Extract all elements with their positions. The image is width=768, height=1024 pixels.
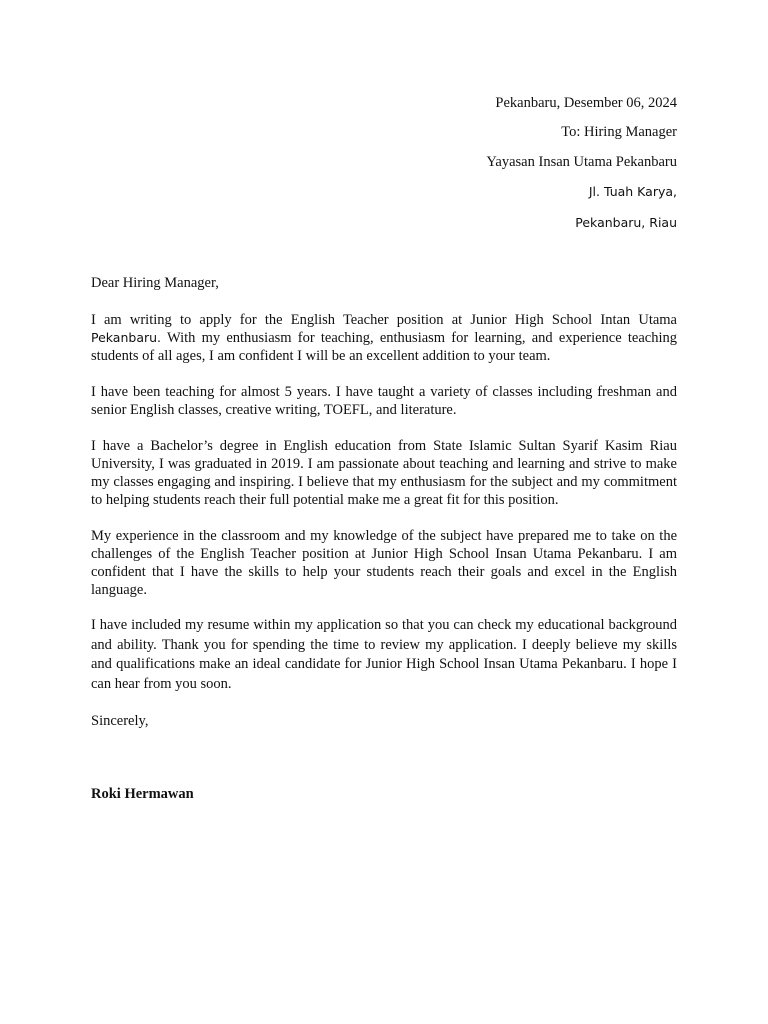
paragraph-3: I have a Bachelor’s degree in English education from State Islamic Sultan Syarif Kasim Riau University, I was graduated in 2019. I am passionate about teaching and learning and strive to make my classes engaging and inspiring. I believe that my enthusiasm for the subject and my commitment to helping students reach their full potential make me a great fit for this position. (91, 438, 677, 508)
paragraph-1-city: Pekanbaru. (91, 330, 162, 345)
organization-line: Yayasan Insan Utama Pekanbaru (486, 154, 677, 170)
paragraph-2: I have been teaching for almost 5 years. I have taught a variety of classes including freshman and senior English classes, creative writing, TOEFL, and literature. (91, 384, 677, 418)
paragraph-1-rest: With my enthusiasm for teaching, enthusiasm for learning, and experience teaching students of all ages, I am confident I will be an excellent addition to your team. (91, 330, 677, 364)
salutation: Dear Hiring Manager, (91, 275, 219, 291)
closing: Sincerely, (91, 713, 149, 729)
paragraph-5: I have included my resume within my application so that you can check my educational background and ability. Thank you for spending the time to review my application. I deeply believe my skills and qualifications make an ideal candidate for Junior High School Insan Utama Pekanbaru. I hope I can hear from you soon. (91, 617, 677, 692)
address-street: Jl. Tuah Karya, (588, 184, 677, 199)
date-line: Pekanbaru, Desember 06, 2024 (495, 95, 677, 111)
paragraph-4: My experience in the classroom and my knowledge of the subject have prepared me to take on the challenges of the English Teacher position at Junior High School Insan Utama Pekanbaru. I am confident that I have the skills to help your students reach their goals and excel in the English language. (91, 528, 677, 598)
paragraph-1-start: I am writing to apply for the English Teacher position at Junior High School Intan Utama (91, 312, 677, 328)
address-city: Pekanbaru, Riau (575, 215, 677, 230)
recipient-line: To: Hiring Manager (561, 124, 677, 140)
signature-name: Roki Hermawan (91, 786, 194, 802)
paragraph-1 (91, 311, 677, 365)
